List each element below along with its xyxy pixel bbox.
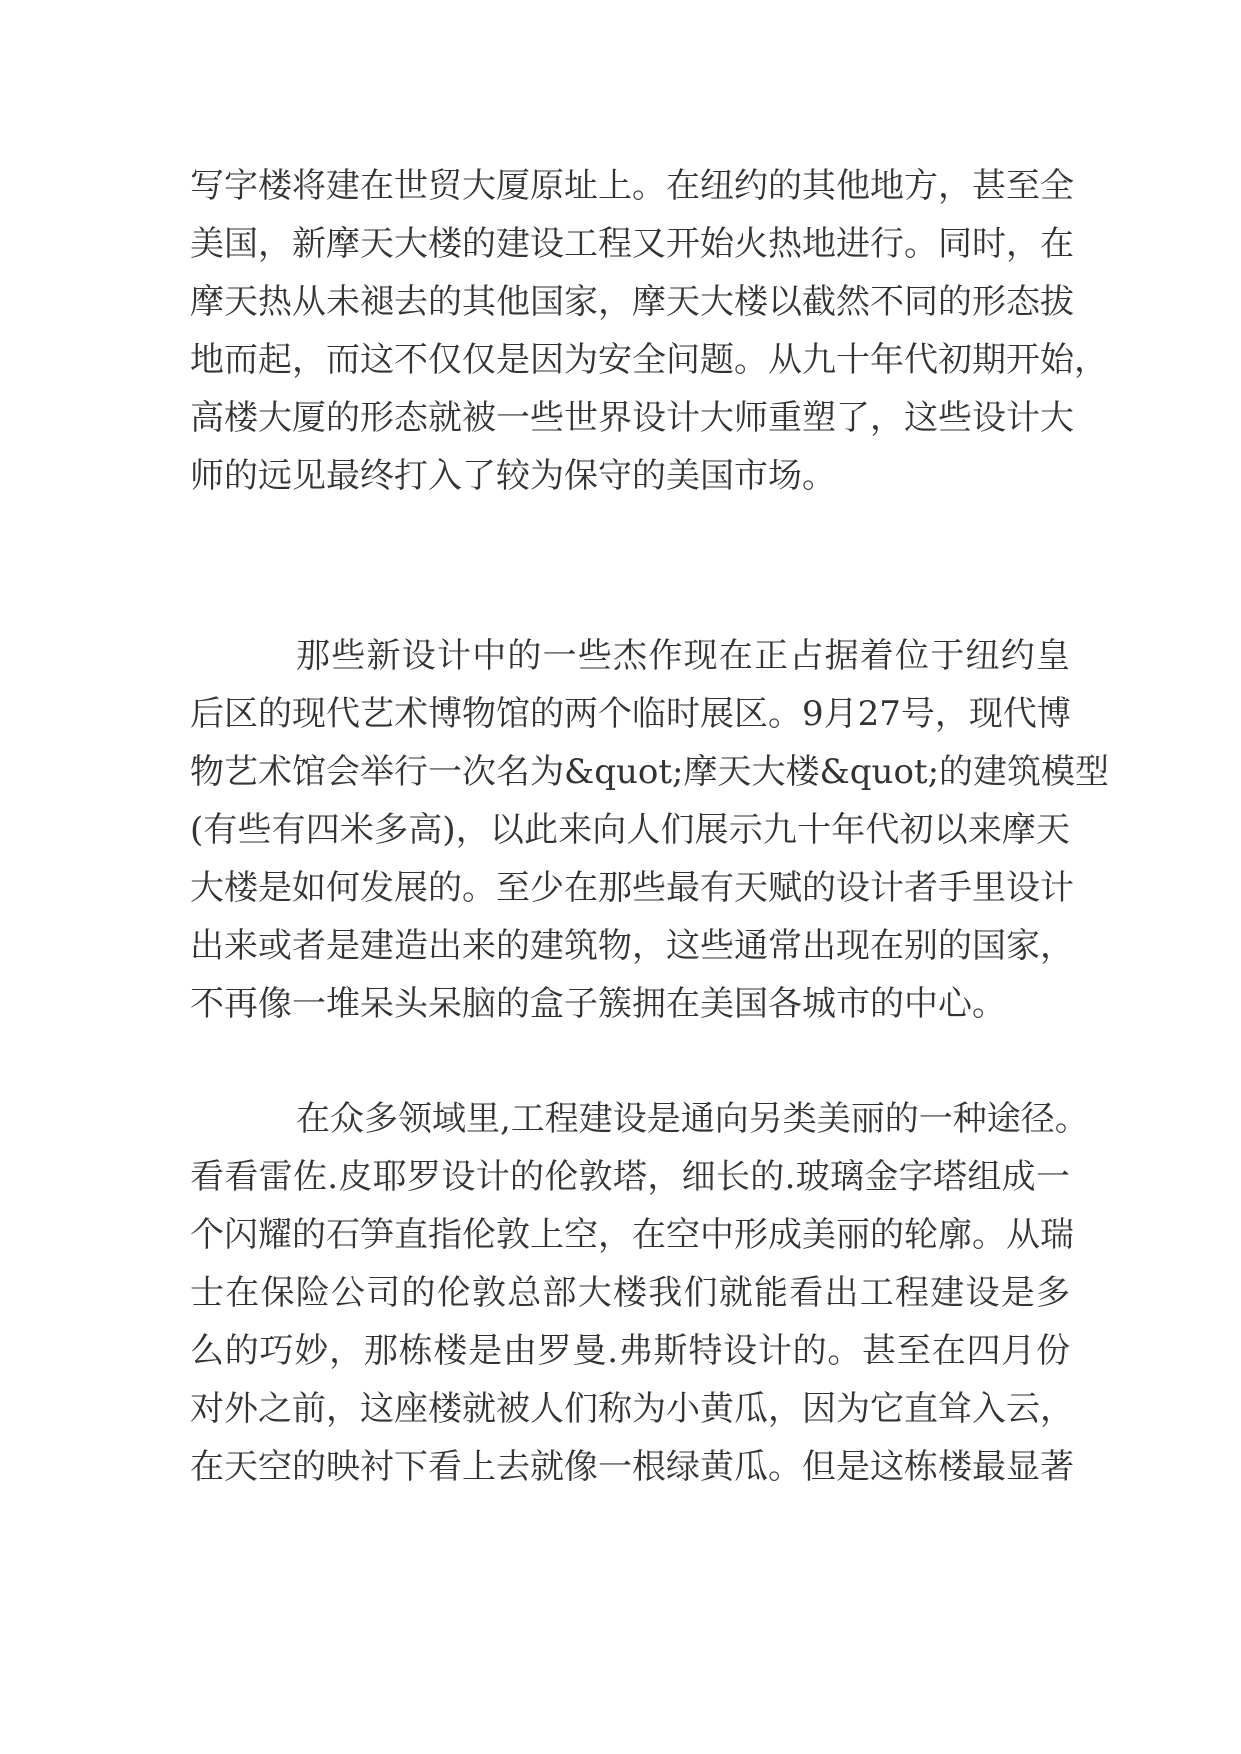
text-line: 不再像一堆呆头呆脑的盒子簇拥在美国各城市的中心。 — [190, 984, 1006, 1024]
text-line: 那些新设计中的一些杰作现在正占据着位于纽约皇 — [296, 636, 1070, 676]
text-line: (有些有四米多高)，以此来向人们展示九十年代初以来摩天 — [190, 810, 1070, 850]
text-line: 么的巧妙，那栋楼是由罗曼.弗斯特设计的。甚至在四月份 — [190, 1331, 1070, 1371]
text-line: 美国，新摩天大楼的建设工程又开始火热地进行。同时，在 — [190, 224, 1074, 264]
text-line: 个闪耀的石笋直指伦敦上空，在空中形成美丽的轮廓。从瑞 — [190, 1215, 1074, 1255]
paragraph-3 — [190, 1090, 1089, 1496]
text-line: 后区的现代艺术博物馆的两个临时展区。9月27号，现代博 — [190, 694, 1071, 734]
text-line: 高楼大厦的形态就被一些世界设计大师重塑了，这些设计大 — [190, 398, 1074, 438]
text-line: 士在保险公司的伦敦总部大楼我们就能看出工程建设是多 — [190, 1273, 1070, 1313]
text-line: 摩天热从未褪去的其他国家，摩天大楼以截然不同的形态拔 — [190, 282, 1074, 322]
text-line: 地而起，而这不仅仅是因为安全问题。从九十年代初期开始， — [190, 340, 1108, 380]
text-line: 在众多领域里,工程建设是通向另类美丽的一种途径。 — [296, 1099, 1089, 1139]
text-line: 出来或者是建造出来的建筑物，这些通常出现在别的国家， — [190, 926, 1074, 966]
paragraph-1 — [190, 157, 1108, 505]
text-line: 看看雷佐.皮耶罗设计的伦敦塔，细长的.玻璃金字塔组成一 — [190, 1157, 1070, 1197]
text-line: 物艺术馆会举行一次名为&quot;摩天大楼&quot;的建筑模型 — [190, 752, 1110, 792]
paragraph-2 — [190, 627, 1110, 1033]
text-line: 在天空的映衬下看上去就像一根绿黄瓜。但是这栋楼最显著 — [190, 1447, 1074, 1487]
text-line: 大楼是如何发展的。至少在那些最有天赋的设计者手里设计 — [190, 868, 1074, 908]
text-line: 对外之前，这座楼就被人们称为小黄瓜，因为它直耸入云， — [190, 1389, 1074, 1429]
text-line: 写字楼将建在世贸大厦原址上。在纽约的其他地方，甚至全 — [190, 166, 1074, 206]
text-line: 师的远见最终打入了较为保守的美国市场。 — [190, 456, 836, 496]
